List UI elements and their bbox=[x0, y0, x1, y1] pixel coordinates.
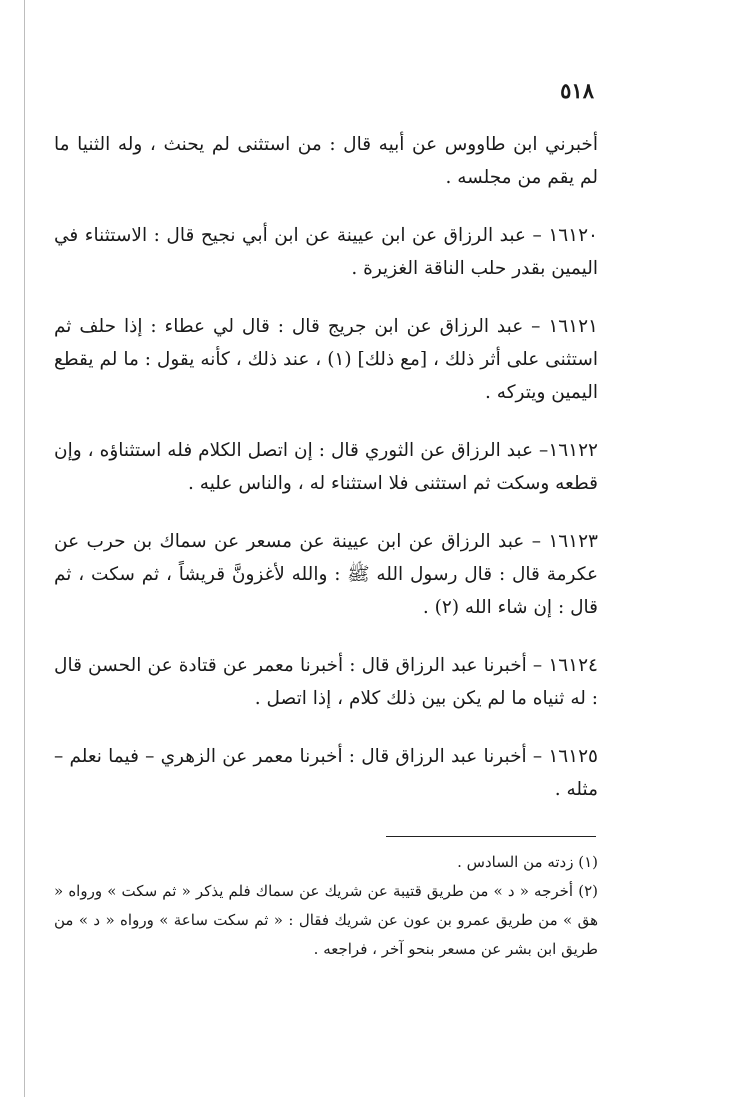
paragraph-16125 bbox=[54, 740, 598, 806]
hadith-text: – عبد الرزاق عن الثوري قال : إن اتصل الكلام فله استثناؤه ، وإن قطعه وسكت ثم استثنى فلا استثناء له ، والناس عليه . bbox=[54, 440, 598, 494]
paragraph-16123 bbox=[54, 525, 598, 624]
page-number: ٥١٨ bbox=[560, 78, 594, 103]
hadith-text: – أخبرنا عبد الرزاق قال : أخبرنا معمر عن قتادة عن الحسن قال : له ثنياه ما لم يكن بين ذلك كلام ، إذا اتصل . bbox=[54, 655, 598, 709]
paragraph-continuation bbox=[54, 128, 598, 194]
hadith-number: ١٦١٢٤ bbox=[548, 655, 598, 676]
hadith-number: ١٦١٢٠ bbox=[548, 225, 598, 246]
hadith-text: أخبرني ابن طاووس عن أبيه قال : من استثنى لم يحنث ، وله الثنيا ما لم يقم من مجلسه . bbox=[54, 134, 598, 188]
main-text bbox=[54, 128, 598, 831]
paragraph-16120 bbox=[54, 219, 598, 285]
footnote-2: (٢) أخرجه « د » من طريق قتيبة عن شريك عن سماك فلم يذكر « ثم سكت » ورواه « هق » من طريق عمرو بن عون عن شريك فقال : « ثم سكت ساعة » ورواه « د » من طريق ابن بشر عن مسعر بنحو آخر ، فراجعه . bbox=[54, 882, 598, 958]
hadith-text: – عبد الرزاق عن ابن عيينة عن مسعر عن سماك بن حرب عن عكرمة قال : قال رسول الله ﷺ : والله لأغزونَّ قريشاً ، ثم سكت ، ثم قال : إن شاء الله (٢) . bbox=[54, 531, 598, 618]
hadith-number: ١٦١٢٢ bbox=[548, 440, 598, 461]
hadith-text: – عبد الرزاق عن ابن عيينة عن ابن أبي نجيح قال : الاستثناء في اليمين بقدر حلب الناقة الغزيرة . bbox=[54, 225, 598, 279]
hadith-text: – عبد الرزاق عن ابن جريج قال : قال لي عطاء : إذا حلف ثم استثنى على أثر ذلك ، [مع ذلك] (١) ، عند ذلك ، كأنه يقول : ما لم يقطع اليمين ويتركه . bbox=[54, 316, 598, 403]
hadith-text: – أخبرنا عبد الرزاق قال : أخبرنا معمر عن الزهري – فيما نعلم – مثله . bbox=[54, 746, 598, 800]
hadith-number: ١٦١٢٣ bbox=[548, 531, 598, 552]
paragraph-16121 bbox=[54, 310, 598, 409]
footnotes bbox=[54, 848, 598, 964]
paragraph-16122 bbox=[54, 434, 598, 500]
footnote-1: (١) زدته من السادس . bbox=[457, 853, 598, 871]
hadith-number: ١٦١٢١ bbox=[548, 316, 598, 337]
hadith-number: ١٦١٢٥ bbox=[548, 746, 598, 767]
paragraph-16124 bbox=[54, 649, 598, 715]
footnote-separator bbox=[386, 836, 596, 837]
